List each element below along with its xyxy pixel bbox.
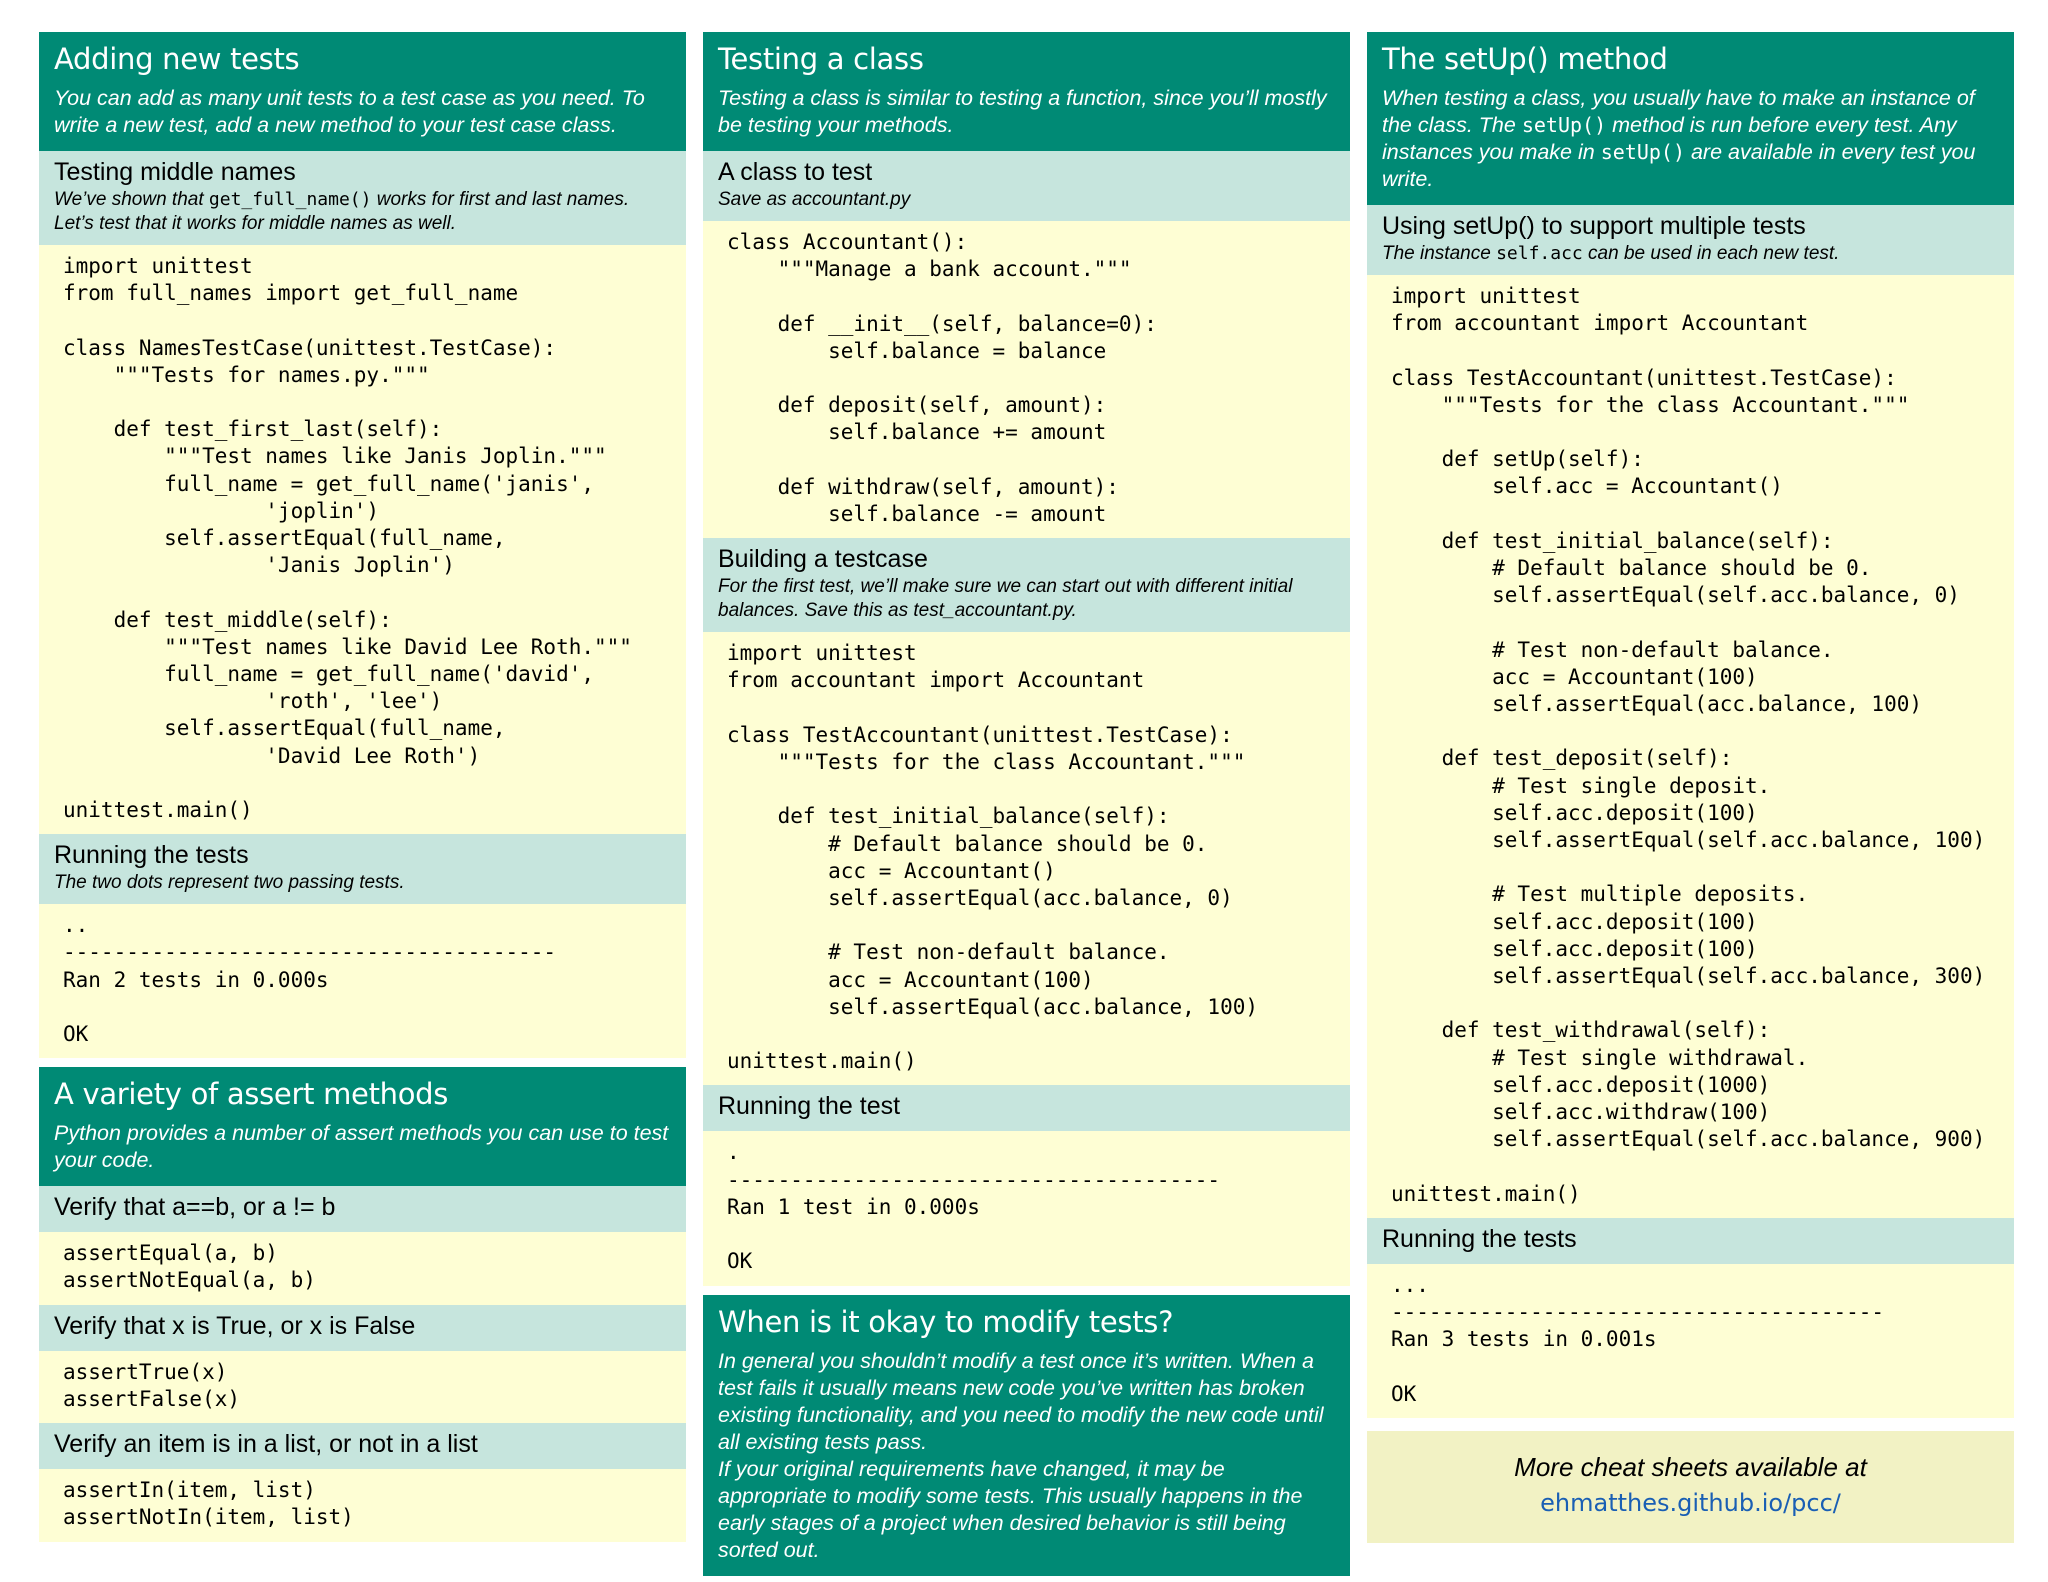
column-2 [703,32,1350,1576]
section-title: A variety of assert methods [54,1077,449,1112]
setup-method-header [1367,32,2014,205]
building-testcase-subheader [703,538,1350,632]
subsection-title: Using setUp() to support multiple tests [1382,212,1806,240]
assert-item-header [39,1423,686,1469]
subsection-title: Testing middle names [54,158,296,186]
section-desc: You can add as many unit tests to a test case as you need. To write a new test, add a new method to your test case class. [54,86,645,137]
assert-methods-header [39,1067,686,1186]
more-cheat-sheets [1367,1431,2014,1543]
section-title: Adding new tests [54,42,300,76]
subsection-title: Building a testcase [718,545,928,574]
subsection-desc: The instance self.acc can be used in each new test. [1382,243,1840,264]
section-title: Testing a class [718,42,924,76]
multiple-tests-subheader [1367,205,2014,275]
column-1 [39,32,686,1542]
code-block: import unittest from accountant import Accountant class TestAccountant(unittest.TestCase): """Tests for the class Accountant.""" def test_initial_balance(self): # Default balance should be 0. acc = Accountant() self.assertEqual(acc.balance, 0) # Test non-default balance. acc = Accountant(100) self.assertEqual(acc.balance, 100) unittest.main() [703,632,1350,1085]
section-title: The setUp() method [1382,42,1668,76]
subsection-title: Running the tests [54,841,249,870]
section-desc: Testing a class is similar to testing a function, since you’ll mostly be testing your methods. [718,86,1327,137]
subsection-desc: Save as accountant.py [718,189,911,210]
subsection-desc: For the first test, we’ll make sure we can start out with different initial balances. Save this as test_accountant.py. [718,576,1293,622]
subsection-desc: We’ve shown that get_full_name() works for first and last names. Let’s test that it works for middle names as well. [54,189,630,234]
subsection-title: Verify that x is True, or x is False [54,1311,416,1340]
subsection-desc: The two dots represent two passing tests. [54,872,405,894]
class-to-test-subheader [703,151,1350,221]
subsection-title: Verify that a==b, or a != b [54,1193,336,1222]
adding-tests-header [39,32,686,151]
more-link[interactable]: ehmatthes.github.io/pcc/ [1540,1488,1841,1517]
section-desc: In general you shouldn’t modify a test once it’s written. When a test fails it usually means new code you’ve written has broken existing functionality, and you need to modify the new code until all existing tests pass. If your original requirements have changed, it may be appropriate to modify some tests. This usually happens in the early stages of a project when desired behavior is still being sorted out. [718,1348,1324,1562]
code-block: import unittest from full_names import get_full_name class NamesTestCase(unittest.TestCase): """Tests for names.py.""" def test_first_last(self): """Test names like Janis Joplin.""" full_name = get_full_name('janis', 'joplin') self.assertEqual(full_name, 'Janis Joplin') def test_middle(self): """Test names like David Lee Roth.""" full_name = get_full_name('david', 'roth', 'lee') self.assertEqual(full_name, 'David Lee Roth') unittest.main() [39,245,686,834]
testing-class-header [703,32,1350,151]
running-tests-subheader [39,834,686,904]
subsection-title: Running the test [718,1092,901,1121]
section-title: When is it okay to modify tests? [718,1304,1174,1339]
running-test-subheader [703,1085,1350,1131]
output-block: . --------------------------------------- Ran 1 test in 0.000s OK [703,1131,1350,1285]
code-block: import unittest from accountant import Accountant class TestAccountant(unittest.TestCase): """Tests for the class Accountant.""" def setUp(self): self.acc = Accountant() def test_initial_balance(self): # Default balance should be 0. self.assertEqual(self.acc.balance, 0) # Test non-default balance. acc = Accountant(100) self.assertEqual(acc.balance, 100) def test_deposit(self): # Test single deposit. self.acc.deposit(100) self.assertEqual(self.acc.balance, 100) # Test multiple deposits. self.acc.deposit(100) self.acc.deposit(100) self.assertEqual(self.acc.balance, 300) def test_withdrawal(self): # Test single withdrawal. self.acc.deposit(1000) self.acc.withdraw(100) self.assertEqual(self.acc.balance, 900) unittest.main() [1367,275,2014,1218]
section-desc: When testing a class, you usually have to make an instance of the class. The setUp() method is run before every test. Any instances you make in setUp() are available in every test you write. [1382,86,1976,191]
more-text: More cheat sheets available at [1514,1451,1867,1482]
modify-tests-header [703,1295,1350,1576]
running-tests-subheader [1367,1218,2014,1264]
assert-item-header [39,1186,686,1232]
code-block: assertEqual(a, b) assertNotEqual(a, b) [39,1232,686,1304]
code-block: assertTrue(x) assertFalse(x) [39,1351,686,1423]
output-block: .. --------------------------------------- Ran 2 tests in 0.000s OK [39,904,686,1058]
middle-names-subheader [39,151,686,245]
subsection-title: Verify an item is in a list, or not in a list [54,1430,478,1459]
subsection-title: A class to test [718,158,873,186]
subsection-title: Running the tests [1382,1224,1577,1253]
assert-item-header [39,1305,686,1351]
code-block: class Accountant(): """Manage a bank account.""" def __init__(self, balance=0): self.balance = balance def deposit(self, amount): self.balance += amount def withdraw(self, amount): self.balance -= amount [703,221,1350,538]
output-block: ... --------------------------------------- Ran 3 tests in 0.001s OK [1367,1264,2014,1418]
code-block: assertIn(item, list) assertNotIn(item, list) [39,1469,686,1541]
column-3 [1367,32,2014,1543]
section-desc: Python provides a number of assert methods you can use to test your code. [54,1121,669,1173]
